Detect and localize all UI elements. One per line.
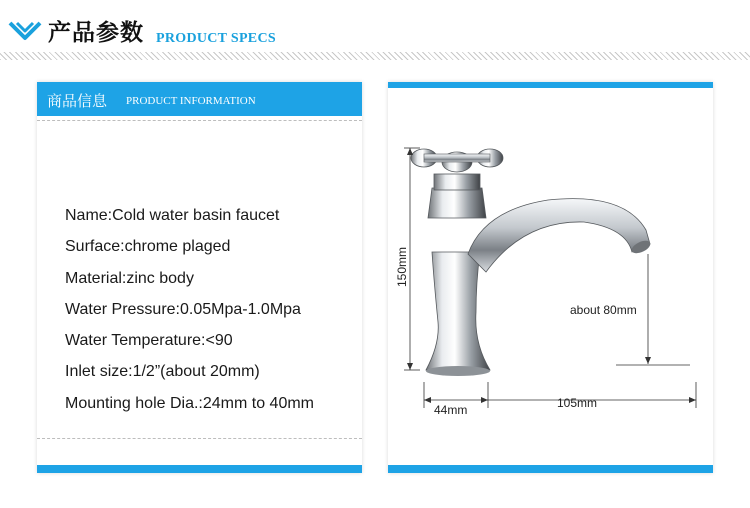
spout-height-label: about 80mm (570, 303, 637, 317)
height-label: 150mm (395, 246, 409, 287)
faucet-image-panel (388, 82, 713, 473)
spec-inlet-size: Inlet size:1/2”(about 20mm) (65, 363, 260, 381)
spec-list (65, 200, 314, 419)
width-dimensions (424, 382, 696, 417)
image-panel-bottom-bar (388, 465, 713, 473)
spec-mounting-hole: Mounting hole Dia.:24mm to 40mm (65, 394, 314, 412)
header-title-en: PRODUCT SPECS (156, 31, 276, 46)
product-info-title-cn: 商品信息 (47, 92, 108, 110)
header-divider (0, 52, 750, 60)
product-info-panel (37, 82, 362, 473)
height-dimension (395, 148, 420, 370)
spec-material: Material:zinc body (65, 269, 194, 287)
divider-top (37, 120, 362, 121)
divider-bottom (37, 438, 362, 439)
product-info-title-en: PRODUCT INFORMATION (126, 95, 256, 107)
spec-name: Name:Cold water basin faucet (65, 207, 280, 224)
spout-height-dimension (570, 254, 690, 365)
header-title-cn: 产品参数 (48, 20, 144, 46)
reach-label: 105mm (557, 396, 598, 410)
spec-water-temperature: Water Temperature:<90 (65, 332, 233, 350)
chevron-check-logo-icon (8, 14, 42, 48)
spec-water-pressure: Water Pressure:0.05Mpa-1.0Mpa (65, 300, 301, 318)
page-header (0, 0, 750, 62)
product-info-header (37, 82, 362, 116)
base-width-label: 44mm (434, 403, 468, 417)
spec-surface: Surface:chrome plaged (65, 238, 231, 256)
faucet-image (411, 149, 652, 376)
product-info-footer-bar (37, 465, 362, 473)
faucet-dimension-diagram (388, 82, 713, 473)
